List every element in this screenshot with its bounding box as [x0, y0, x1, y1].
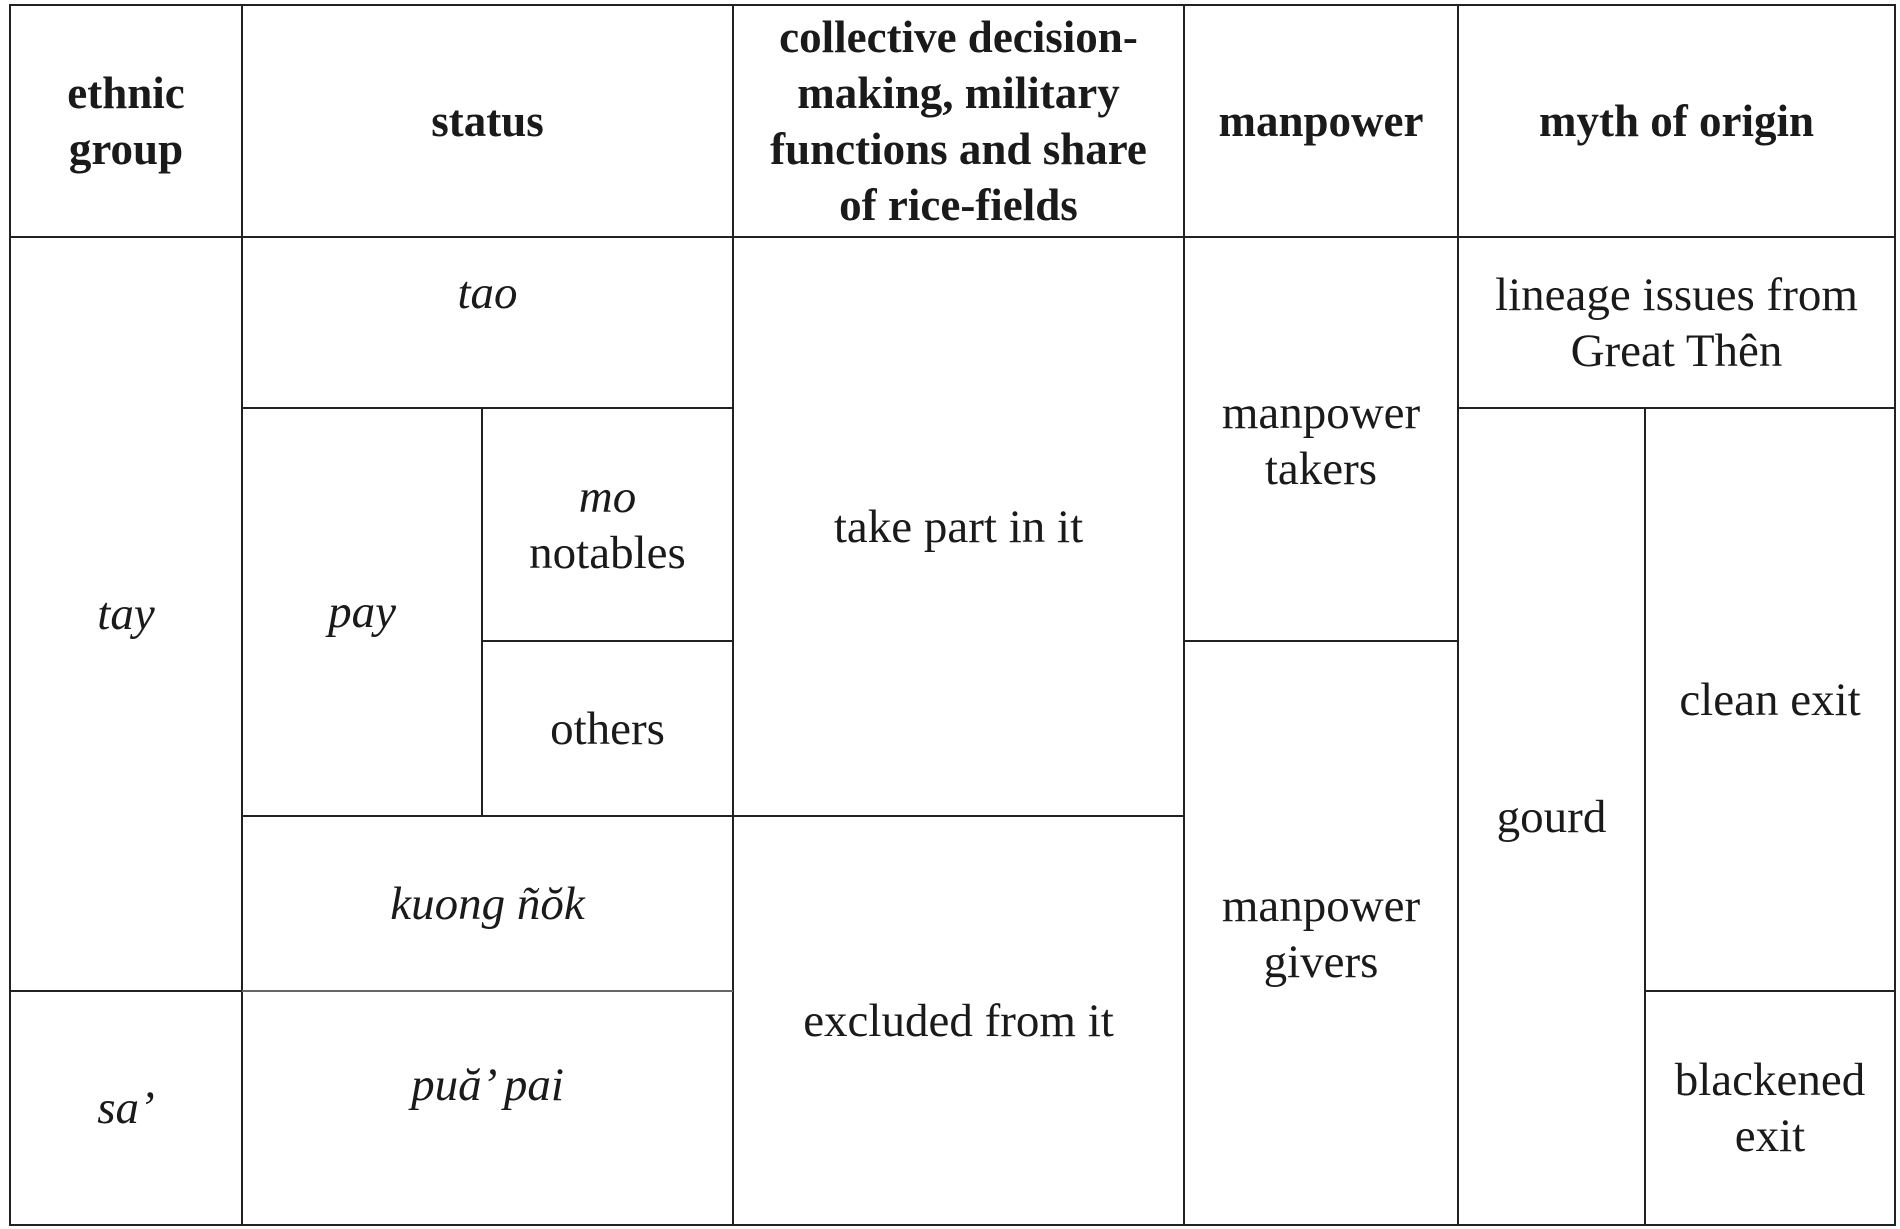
status-others — [482, 641, 733, 816]
divider-col-1 — [241, 4, 243, 1226]
myth-lineage-text: lineage issues from Great Thên — [1495, 268, 1858, 377]
myth-gourd-text: gourd — [1496, 790, 1607, 843]
border-top — [10, 4, 1896, 6]
divider-col-2 — [732, 4, 734, 1226]
divider-gourd — [1644, 407, 1646, 1225]
divider-kuong-pua — [242, 990, 733, 992]
status-pua-text: puă’ pai — [411, 1059, 564, 1111]
status-kuong-nok — [242, 816, 733, 991]
header-myth-text: myth of origin — [1539, 96, 1814, 146]
divider-header — [10, 236, 1896, 238]
header-myth-of-origin — [1458, 5, 1895, 237]
border-left — [9, 4, 11, 1226]
divider-pay — [481, 407, 483, 817]
divider-notables — [482, 640, 733, 642]
header-ethnic-group-text: ethnic group — [67, 68, 185, 174]
divider-col-4 — [1457, 4, 1459, 1226]
header-status-text: status — [431, 96, 544, 146]
ethnic-sa-text: sa’ — [97, 1082, 155, 1134]
collective-excluded — [733, 816, 1184, 1225]
divider-tay-sa — [10, 990, 242, 992]
divider-tao — [242, 407, 733, 409]
collective-excluded-text: excluded from it — [803, 994, 1114, 1047]
ethnic-tay — [10, 237, 242, 991]
divider-pay-kuong — [242, 815, 1184, 817]
status-mo-notables — [482, 408, 733, 641]
manpower-givers — [1184, 641, 1458, 1225]
myth-clean-text: clean exit — [1679, 673, 1861, 726]
manpower-givers-text: manpower givers — [1221, 880, 1421, 988]
header-collective-text: collective decision-making, military functions and share of rice-fields — [770, 12, 1147, 230]
myth-blackened-text: blackened exit — [1674, 1054, 1866, 1162]
collective-take-part — [733, 237, 1184, 816]
divider-clean-blackened — [1645, 990, 1895, 992]
status-pua-pai — [242, 991, 733, 1225]
border-right — [1894, 4, 1896, 1226]
ethnic-sa — [10, 991, 242, 1225]
status-pay — [242, 408, 482, 816]
divider-col-3 — [1183, 4, 1185, 1226]
myth-gourd — [1458, 408, 1645, 1225]
status-notables-text: notables — [529, 526, 686, 579]
status-mo-text: mo — [578, 470, 637, 523]
manpower-takers-text: manpower takers — [1221, 387, 1421, 495]
collective-take-part-text: take part in it — [833, 500, 1084, 553]
status-kuong-text: kuong ñŏk — [390, 877, 585, 930]
manpower-takers — [1184, 237, 1458, 641]
header-manpower-text: manpower — [1218, 96, 1424, 146]
header-status — [242, 5, 733, 237]
status-tao — [242, 237, 733, 408]
status-pay-text: pay — [328, 586, 396, 638]
ethnic-tay-text: tay — [97, 588, 155, 640]
border-bottom — [10, 1224, 1896, 1226]
divider-manpower — [1184, 640, 1458, 642]
myth-blackened-exit — [1645, 991, 1895, 1225]
status-others-text: others — [550, 702, 665, 755]
header-manpower — [1184, 5, 1458, 237]
myth-lineage — [1458, 237, 1895, 408]
divider-lineage — [1458, 407, 1895, 409]
header-ethnic-group — [10, 5, 242, 237]
status-tao-text: tao — [457, 267, 518, 319]
header-collective — [733, 5, 1184, 237]
myth-clean-exit — [1645, 408, 1895, 991]
